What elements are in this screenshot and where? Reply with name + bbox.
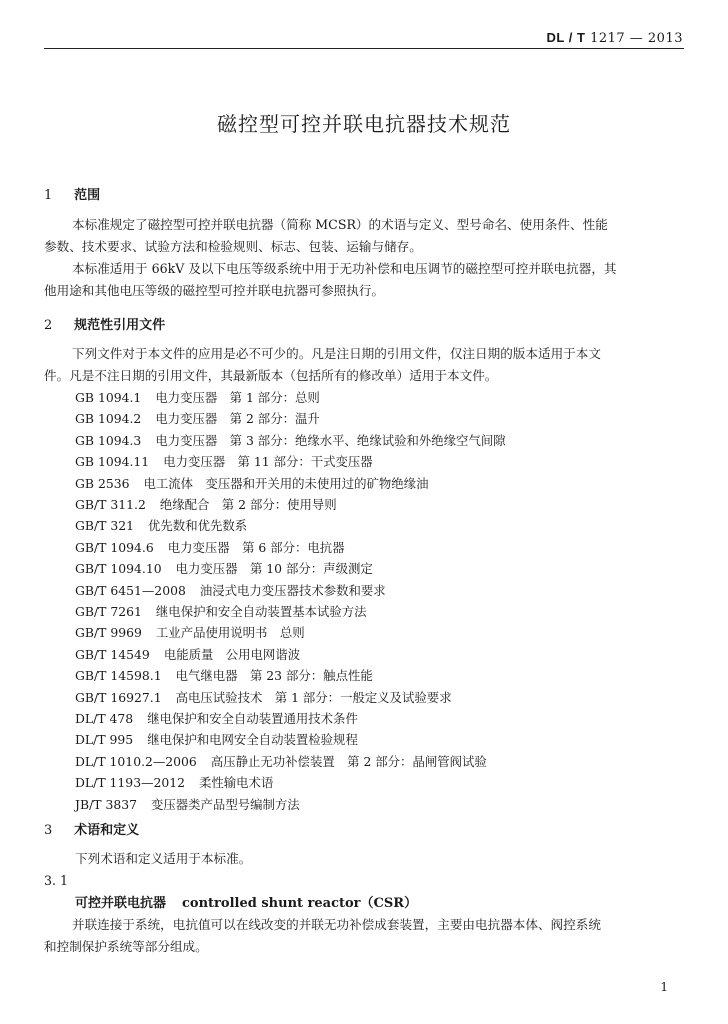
term-english: controlled shunt reactor（CSR） [182,896,418,911]
reference-code: GB/T 14598.1 [75,668,162,684]
reference-code: GB/T 6451—2008 [75,582,186,598]
reference-code: GB 1094.1 [75,390,142,405]
subsection-number: 3. 1 [44,873,69,888]
reference-item [75,431,506,449]
section-label: 规范性引用文件 [74,318,166,333]
section-label: 术语和定义 [74,823,140,838]
header-rule [44,48,684,49]
reference-item [75,709,358,727]
reference-title: 电力变压器 第 3 部分：绝缘水平、绝缘试验和外绝缘空气间隙 [155,432,506,448]
reference-item [75,581,386,599]
reference-item [75,516,247,534]
standard-code [547,30,683,46]
reference-title: 继电保护和安全自动装置基本试验方法 [155,604,367,619]
reference-item [75,623,305,641]
paragraph-line: 件。凡是不注日期的引用文件，其最新版本（包括所有的修改单）适用于本文件。 [44,368,498,383]
section-1-heading [44,184,100,203]
reference-item [75,452,373,470]
section-label: 范围 [74,188,101,203]
paragraph-line: 他用途和其他电压等级的磁控型可控并联电抗器可参照执行。 [44,283,385,298]
reference-code: DL/T 1193—2012 [75,775,185,791]
reference-title: 电力变压器 第 6 部分：电抗器 [167,539,345,555]
reference-title: 电力变压器 第 2 部分：温升 [155,411,320,427]
reference-title: 电能质量 公用电网谐波 [163,646,301,662]
reference-code: GB/T 9969 [75,625,142,641]
reference-item [75,495,337,513]
reference-item [75,688,452,706]
reference-code: DL/T 1010.2—2006 [75,753,197,769]
reference-item [75,645,300,663]
reference-code: GB 1094.2 [75,411,142,427]
reference-title: 电工流体 变压器和开关用的未使用过的矿物绝缘油 [143,475,429,491]
paragraph-line: 本标准规定了磁控型可控并联电抗器（简称 MCSR）的术语与定义、型号命名、使用条件、性能 [72,217,608,232]
reference-title: 高压静止无功补偿装置 第 2 部分：晶闸管阀试验 [210,753,487,769]
reference-code: GB/T 7261 [75,604,142,619]
reference-title: 柔性输电术语 [199,775,274,791]
reference-title: 高电压试验技术 第 1 部分：一般定义及试验要求 [175,689,452,705]
paragraph-line: 下列术语和定义适用于本标准。 [75,851,252,866]
reference-code: GB/T 1094.6 [75,539,154,555]
reference-code: DL/T 995 [75,732,134,748]
term-heading [75,892,417,911]
reference-code: GB/T 311.2 [75,497,146,512]
reference-code: JB/T 3837 [75,796,137,812]
reference-title: 变压器类产品型号编制方法 [150,796,300,812]
standard-prefix: DL / T [546,30,586,45]
reference-item [75,795,300,813]
reference-code: GB 2536 [75,475,130,491]
reference-item [75,752,487,770]
paragraph-line: 并联连接于系统，电抗值可以在线改变的并联无功补偿成套装置，主要由电抗器本体、阀控系统 [72,917,601,932]
reference-title: 油浸式电力变压器技术参数和要求 [199,582,386,598]
reference-code: GB 1094.3 [75,432,142,448]
reference-code: GB/T 16927.1 [75,689,162,705]
section-number: 3 [44,823,53,838]
paragraph-line: 本标准适用于 66kV 及以下电压等级系统中用于无功补偿和电压调节的磁控型可控并联电抗器，其 [72,261,617,276]
reference-title: 工业产品使用说明书 总则 [155,625,305,641]
term-chinese: 可控并联电抗器 [75,896,167,911]
section-2-heading [44,314,165,333]
reference-title: 电力变压器 第 11 部分：干式变压器 [163,454,373,470]
paragraph-line: 参数、技术要求、试验方法和检验规则、标志、包装、运输与储存。 [44,239,422,254]
paragraph-line: 和控制保护系统等部分组成。 [44,939,208,954]
reference-item [75,388,320,406]
reference-code: GB/T 1094.10 [75,561,162,577]
reference-title: 绝缘配合 第 2 部分：使用导则 [159,497,337,512]
document-title: 磁控型可控并联电抗器技术规范 [217,112,511,136]
reference-item [75,602,367,620]
reference-item [75,730,358,748]
section-3-heading [44,819,139,838]
reference-item [75,559,373,577]
reference-code: GB/T 14549 [75,646,150,662]
reference-title: 优先数和优先数系 [148,518,248,534]
reference-title: 继电保护和安全自动装置通用技术条件 [147,711,358,726]
reference-code: GB/T 321 [75,518,135,534]
reference-item [75,474,428,492]
standard-number: 1217 — 2013 [590,31,683,46]
reference-item [75,773,273,791]
reference-title: 继电保护和电网安全自动装置检验规程 [147,732,358,748]
section-number: 1 [44,188,53,203]
paragraph-line: 下列文件对于本文件的应用是必不可少的。凡是注日期的引用文件，仅注日期的版本适用于本文 [72,346,601,361]
section-number: 2 [44,318,53,333]
reference-title: 电力变压器 第 1 部分：总则 [155,390,320,405]
reference-item [75,538,345,556]
reference-code: DL/T 478 [75,711,134,726]
reference-item [75,409,320,427]
reference-title: 电力变压器 第 10 部分：声级测定 [175,561,373,577]
page-number: 1 [660,980,668,994]
reference-code: GB 1094.11 [75,454,150,470]
reference-title: 电气继电器 第 23 部分：触点性能 [175,668,373,684]
reference-item [75,666,373,684]
